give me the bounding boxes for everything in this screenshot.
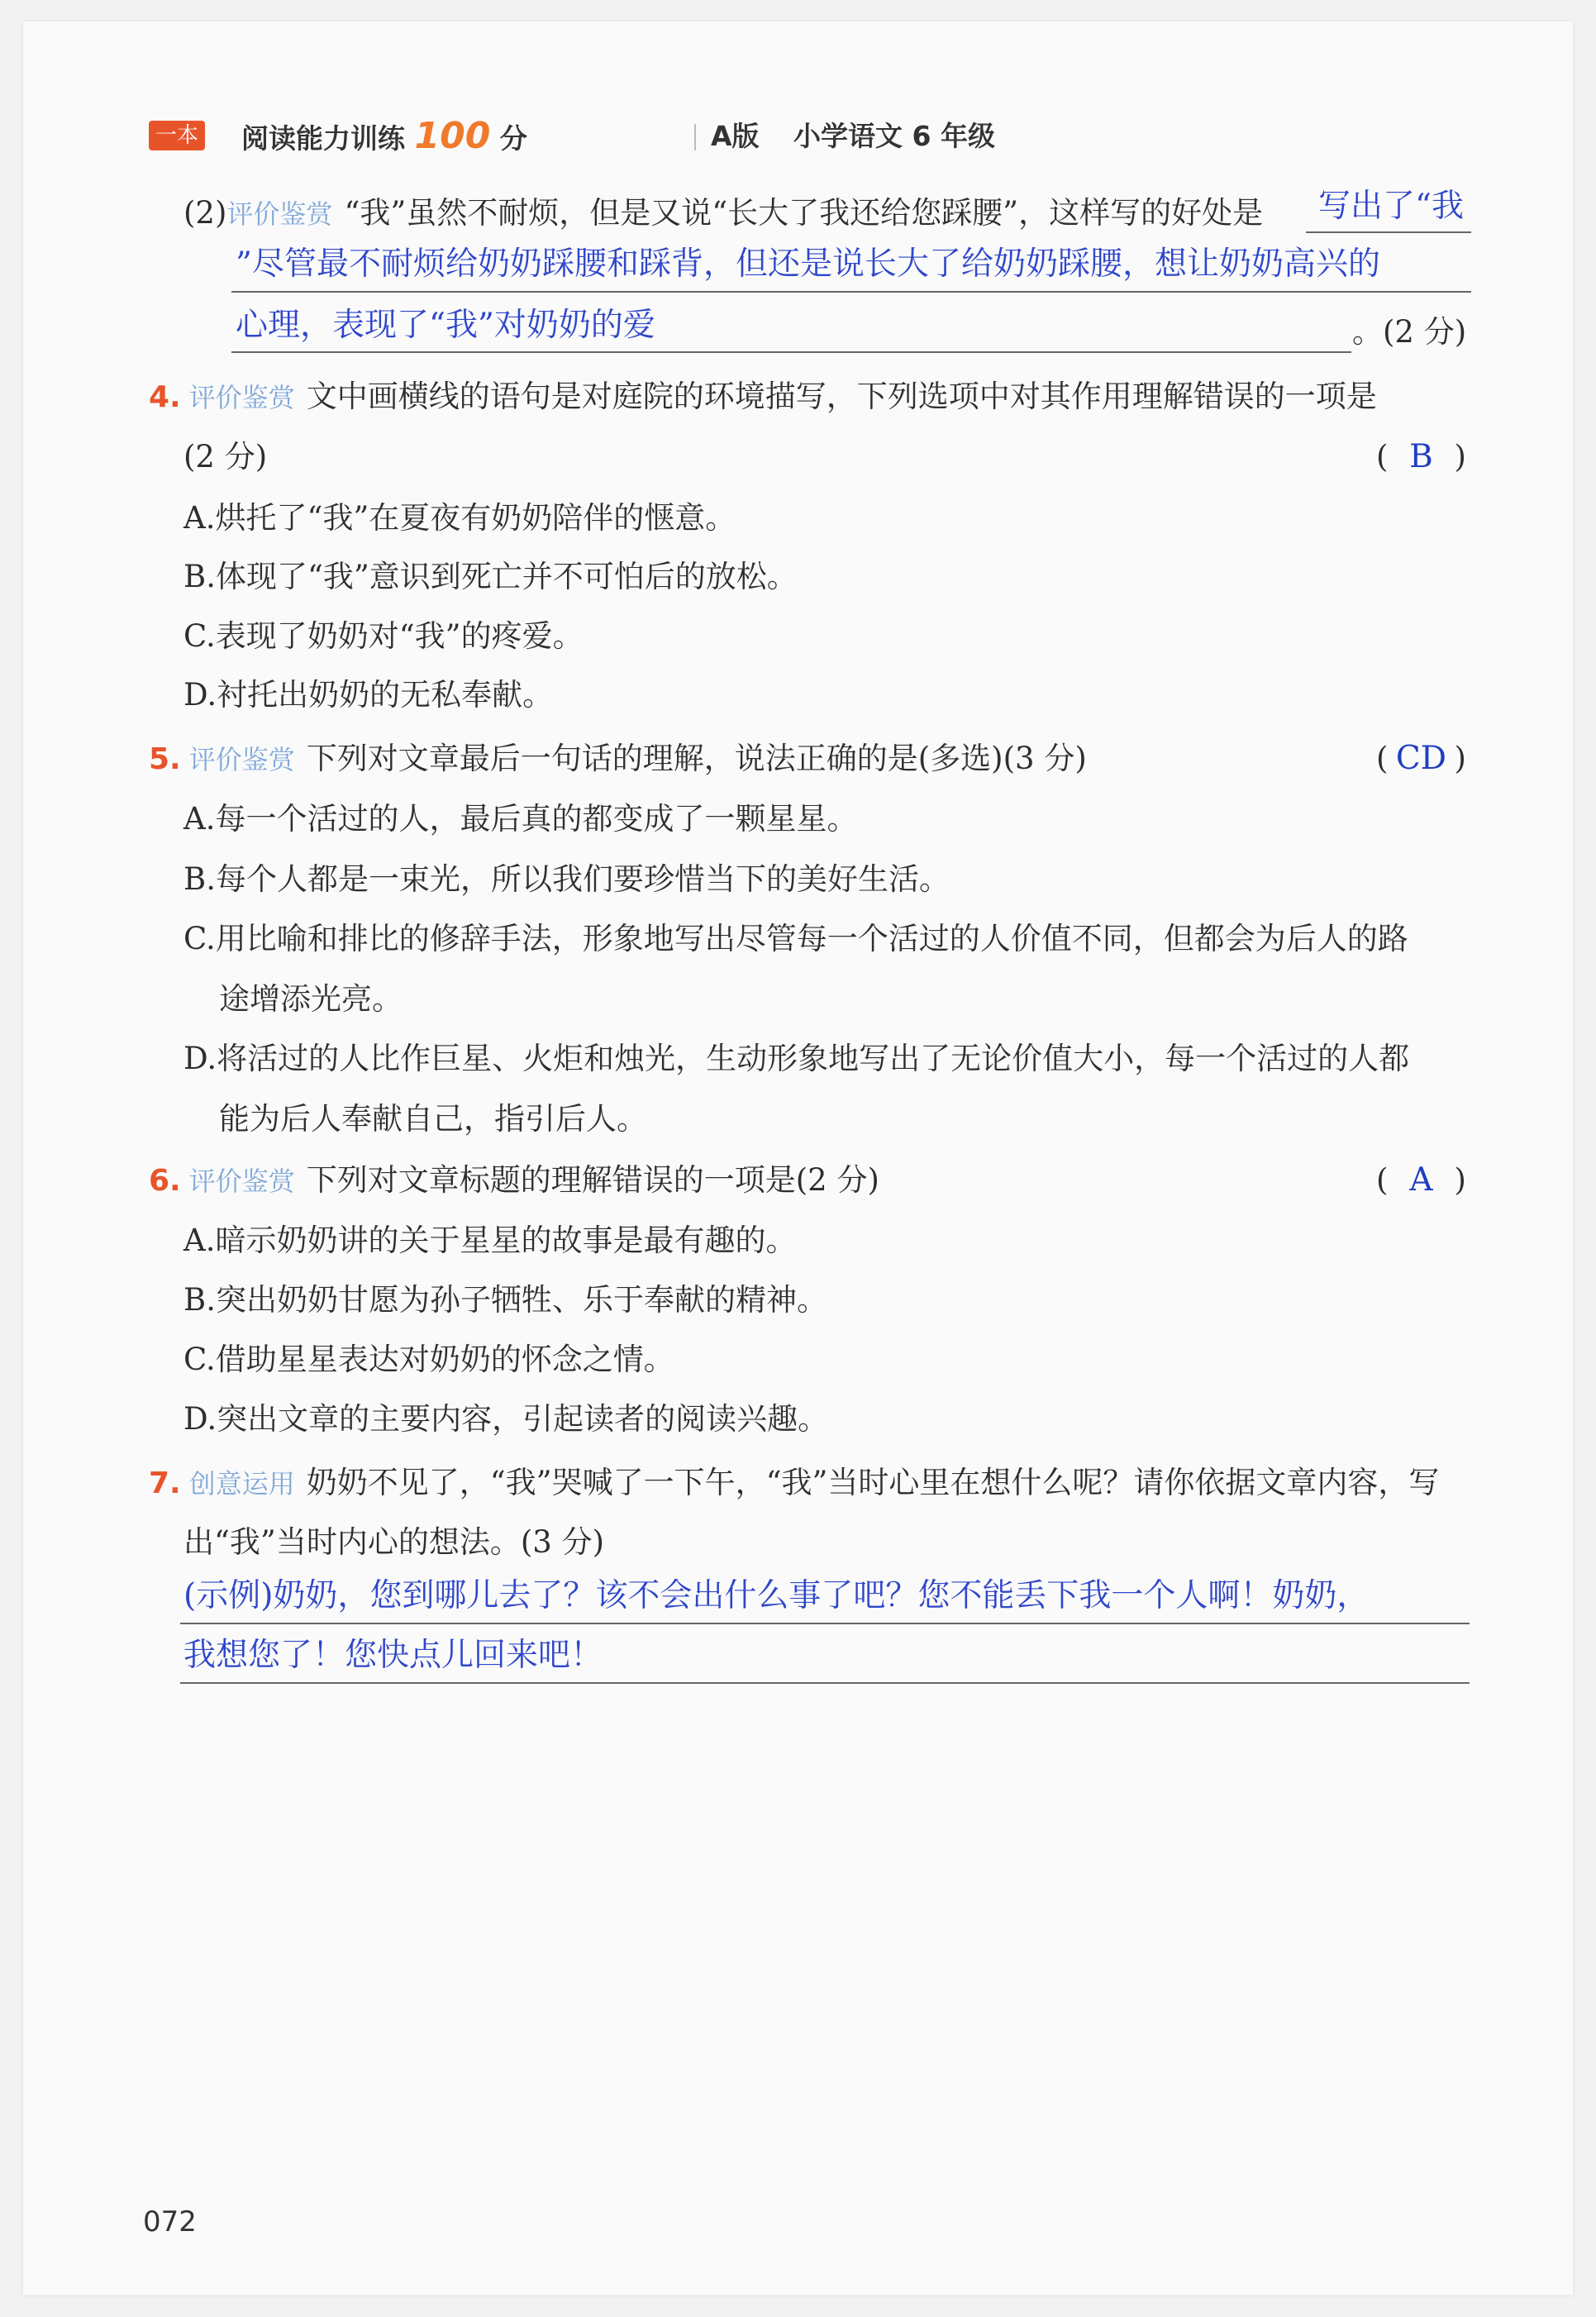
question-number: 6.: [149, 1164, 181, 1198]
answer-line-1: 写出了“我: [1318, 188, 1464, 225]
option: A.烘托了“我”在夏夜有奶奶陪伴的惬意。: [183, 500, 736, 536]
question-tag: 评价鉴赏: [226, 198, 333, 230]
question-text: 下列对文章标题的理解错误的一项是(2 分): [306, 1162, 879, 1198]
question-number: 7.: [149, 1466, 181, 1500]
question-text: 文中画横线的语句是对庭院的环境描写，下列选项中对其作用理解错误的一项是: [306, 379, 1377, 414]
header-edition: A版: [711, 120, 760, 152]
option: B.每个人都是一束光，所以我们要珍惜当下的美好生活。: [183, 861, 950, 897]
option: D.突出文章的主要内容，引起读者的阅读兴趣。: [183, 1401, 829, 1437]
option: C.借助星星表达对奶奶的怀念之情。: [183, 1342, 674, 1377]
option: B.体现了“我”意识到死亡并不可怕后的放松。: [183, 559, 798, 594]
option: C.表现了奶奶对“我”的疼爱。: [183, 618, 584, 654]
question-tag: 评价鉴赏: [188, 382, 295, 413]
answer-bracket: ( B ): [1376, 434, 1466, 480]
answer-line-1: (示例)奶奶，您到哪儿去了？该不会出什么事了吧？您不能丢下我一个人啊！奶奶，: [183, 1577, 1370, 1614]
option: A.每一个活过的人，最后真的都变成了一颗星星。: [183, 801, 858, 837]
question-text: “我”虽然不耐烦，但是又说“长大了我还给您踩腰”，这样写的好处是: [344, 195, 1264, 231]
answer-line-2: 我想您了！您快点儿回来吧！: [183, 1637, 603, 1674]
option: D.衬托出奶奶的无私奉献。: [183, 677, 554, 713]
question-tag: 创意运用: [188, 1468, 295, 1499]
answer-underline: [231, 351, 1351, 353]
page-number: 072: [143, 2205, 197, 2238]
answer-bracket: ( A ): [1376, 1157, 1466, 1204]
question-4: [149, 374, 1377, 421]
answer-underline: [180, 1623, 1470, 1624]
question-6: [149, 1157, 879, 1204]
question-3-2: [183, 190, 1263, 237]
option: B.突出奶奶甘愿为孙子牺牲、乐于奉献的精神。: [183, 1282, 827, 1318]
question-number: 5.: [149, 742, 181, 776]
answer-line-2: ”尽管最不耐烦给奶奶踩腰和踩背，但还是说长大了给奶奶踩腰，想让奶奶高兴的: [236, 246, 1380, 283]
option-continued: 途增添光亮。: [219, 981, 403, 1017]
option: C.用比喻和排比的修辞手法，形象地写出尽管每一个活过的人价值不同，但都会为后人的路: [183, 921, 1408, 956]
answer-choice: CD: [1395, 740, 1446, 777]
option: A.暗示奶奶讲的关于星星的故事是最有趣的。: [183, 1223, 797, 1258]
question-tag: 评价鉴赏: [188, 1166, 295, 1197]
question-5: [149, 736, 1087, 783]
question-number: (2): [183, 195, 227, 231]
answer-choice: A: [1409, 1161, 1433, 1199]
option: D.将活过的人比作巨星、火炬和烛光，生动形象地写出了无论价值大小，每一个活过的人都: [183, 1041, 1410, 1076]
question-tag: 评价鉴赏: [188, 744, 295, 775]
answer-line-3: 心理，表现了“我”对奶奶的爱: [236, 307, 655, 344]
question-score: (2 分): [183, 439, 268, 474]
answer-bracket: ( CD ): [1376, 736, 1466, 782]
question-number: 4.: [149, 380, 181, 414]
header-divider: [694, 124, 696, 150]
question-text: 奶奶不见了，“我”哭喊了一下午，“我”当时心里在想什么呢？请你依据文章内容，写: [306, 1465, 1440, 1500]
header-grade: 小学语文 6 年级: [793, 120, 995, 152]
answer-choice: B: [1409, 438, 1433, 475]
answer-underline: [180, 1682, 1470, 1684]
answer-underline: [231, 291, 1471, 293]
answer-underline: [1306, 231, 1471, 233]
brand-logo: 一本: [149, 121, 205, 150]
question-text-continued: 出“我”当时内心的想法。(3 分): [183, 1524, 605, 1560]
question-text: 下列对文章最后一句话的理解，说法正确的是(多选)(3 分): [306, 741, 1087, 776]
header-title: 阅读能力训练 100 分: [241, 115, 527, 157]
question-score: 。(2 分): [1352, 314, 1467, 350]
option-continued: 能为后人奉献自己，指引后人。: [219, 1101, 647, 1137]
question-7: [149, 1460, 1439, 1507]
